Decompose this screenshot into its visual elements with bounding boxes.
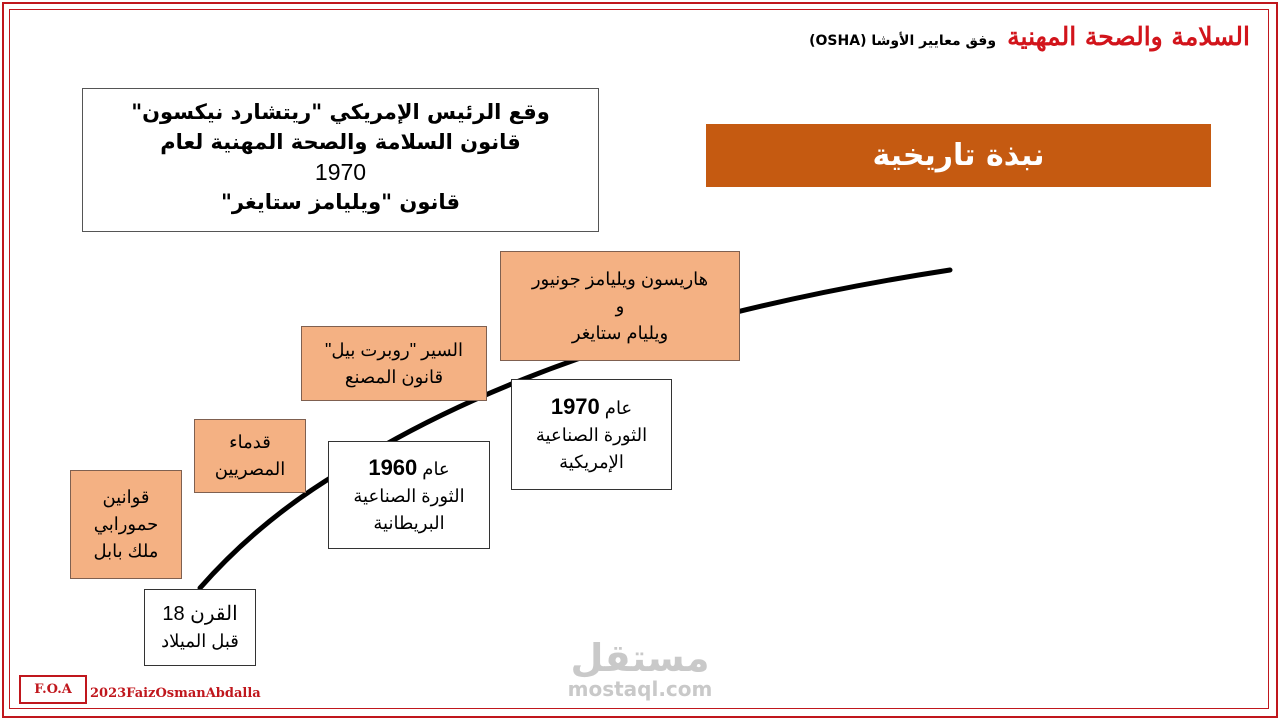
egyptians-line-2: المصريين: [214, 459, 286, 479]
year1960-line-3: البريطانية: [373, 512, 445, 533]
milestone-robert-peel: [301, 326, 487, 401]
peel-line-2: قانون المصنع: [344, 366, 444, 387]
year1970-number: 1970: [550, 394, 600, 419]
hammurabi-line-3: ملك بابل: [93, 541, 159, 561]
year1970-line-3: الإمريكية: [559, 452, 624, 472]
milestone-1970: [511, 379, 672, 490]
harrison-line-2: و: [615, 295, 625, 316]
header-main-title: السلامة والصحة المهنية: [1007, 22, 1250, 51]
milestone-18th-century: [144, 589, 256, 666]
milestone-1960: [328, 441, 490, 549]
year1970-heading: [512, 393, 671, 422]
year1970-line-2: الثورة الصناعية: [535, 425, 648, 445]
peel-line-1: السير "روبرت بيل": [324, 339, 464, 360]
harrison-line-3: ويليام ستايغر: [571, 322, 669, 343]
law-line-1: وقع الرئيس الإمريكي "ريتشارد نيكسون": [131, 100, 550, 124]
hammurabi-line-1: قوانين: [102, 487, 150, 507]
century-sub: قبل الميلاد: [161, 630, 239, 651]
milestone-hammurabi: [70, 470, 182, 579]
milestone-egyptians: [194, 419, 306, 493]
year1960-line-2: الثورة الصناعية: [353, 485, 465, 506]
watermark-arabic: مستقل: [570, 636, 710, 680]
harrison-line-1: هاريسون ويليامز جونيور: [531, 268, 709, 289]
hammurabi-line-2: حمورابي: [93, 514, 159, 534]
mostaql-watermark: [560, 638, 720, 700]
section-title: نبذة تاريخية: [872, 138, 1045, 173]
law-line-3: قانون "ويليامز ستايغر": [220, 190, 461, 214]
year1960-heading: [329, 454, 489, 483]
law-year: 1970: [314, 159, 367, 185]
year1960-number: 1960: [368, 454, 418, 480]
century-label: القرن 18: [162, 602, 238, 625]
law-line-2: قانون السلامة والصحة المهنية لعام: [160, 130, 521, 154]
year1970-prefix: عام: [604, 398, 633, 418]
egyptians-line-1: قدماء: [229, 432, 271, 452]
milestone-harrison-steiger: [500, 251, 740, 361]
watermark-latin: mostaql.com: [567, 677, 713, 701]
year1960-prefix: عام: [422, 458, 450, 479]
header-subtitle: وفق معايير الأوشا (OSHA): [809, 33, 997, 49]
author-badge: F.O.A: [19, 675, 87, 704]
author-signature: 2023FaizOsmanAbdalla: [90, 686, 261, 701]
